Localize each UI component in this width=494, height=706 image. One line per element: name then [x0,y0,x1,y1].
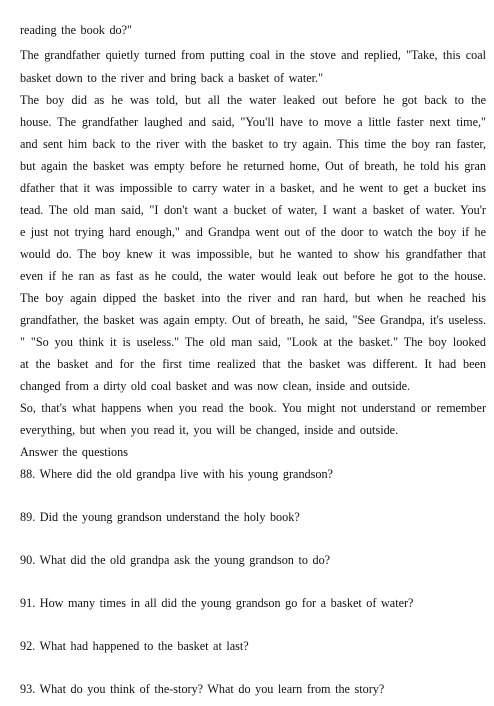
story-line: " "So you think it is useless." The old man said, "Look at the basket." The boy looked [20,335,486,349]
question-91: 91. How many times in all did the young grandson go for a basket of water? [20,596,414,610]
story-line: and sent him back to the river with the basket to try again. This time the boy ran faster, [20,137,486,151]
question-88: 88. Where did the old grandpa live with his young grandson? [20,467,333,481]
story-line: dfather that it was impossible to carry water in a basket, and he went to get a bucket ins [20,181,486,195]
question-90: 90. What did the old grandpa ask the young grandson to do? [20,553,331,567]
story-line: e just not trying hard enough," and Grandpa went out of the door to watch the boy if he [20,225,486,239]
story-line: The grandfather quietly turned from putting coal in the stove and replied, "Take, this coal [20,48,486,62]
story-line: would do. The boy knew it was impossible, but he wanted to show his grandfather that [20,247,486,261]
story-line: at the basket and for the first time realized that the basket was different. It had been [20,357,486,371]
section-heading: Answer the questions [20,445,128,459]
story-line: The boy did as he was told, but all the water leaked out before he got back to the [20,93,486,107]
story-line: tead. The old man said, "I don't want a bucket of water, I want a basket of water. You'r [20,203,486,217]
question-92: 92. What had happened to the basket at last? [20,639,249,653]
story-line: changed from a dirty old coal basket and was now clean, inside and outside. [20,379,411,393]
story-line: grandfather, the basket was again empty. Out of breath, he said, "See Grandpa, it's useless. [20,313,486,327]
story-line: The boy again dipped the basket into the river and ran hard, but when he reached his [20,291,486,305]
question-89: 89. Did the young grandson understand the holy book? [20,510,300,524]
story-line: but again the basket was empty before he returned home, Out of breath, he told his gran [20,159,486,173]
story-line: So, that's what happens when you read the book. You might not understand or remember [20,401,486,415]
story-line: basket down to the river and bring back a basket of water." [20,71,324,85]
story-line: everything, but when you read it, you will be changed, inside and outside. [20,423,399,437]
story-line: even if he ran as fast as he could, the water would leak out before he got to the house. [20,269,486,283]
story-line: reading the book do?" [20,23,133,37]
question-93: 93. What do you think of the-story? What do you learn from the story? [20,682,385,696]
story-line: house. The grandfather laughed and said, "You'll have to move a little faster next time," [20,115,486,129]
